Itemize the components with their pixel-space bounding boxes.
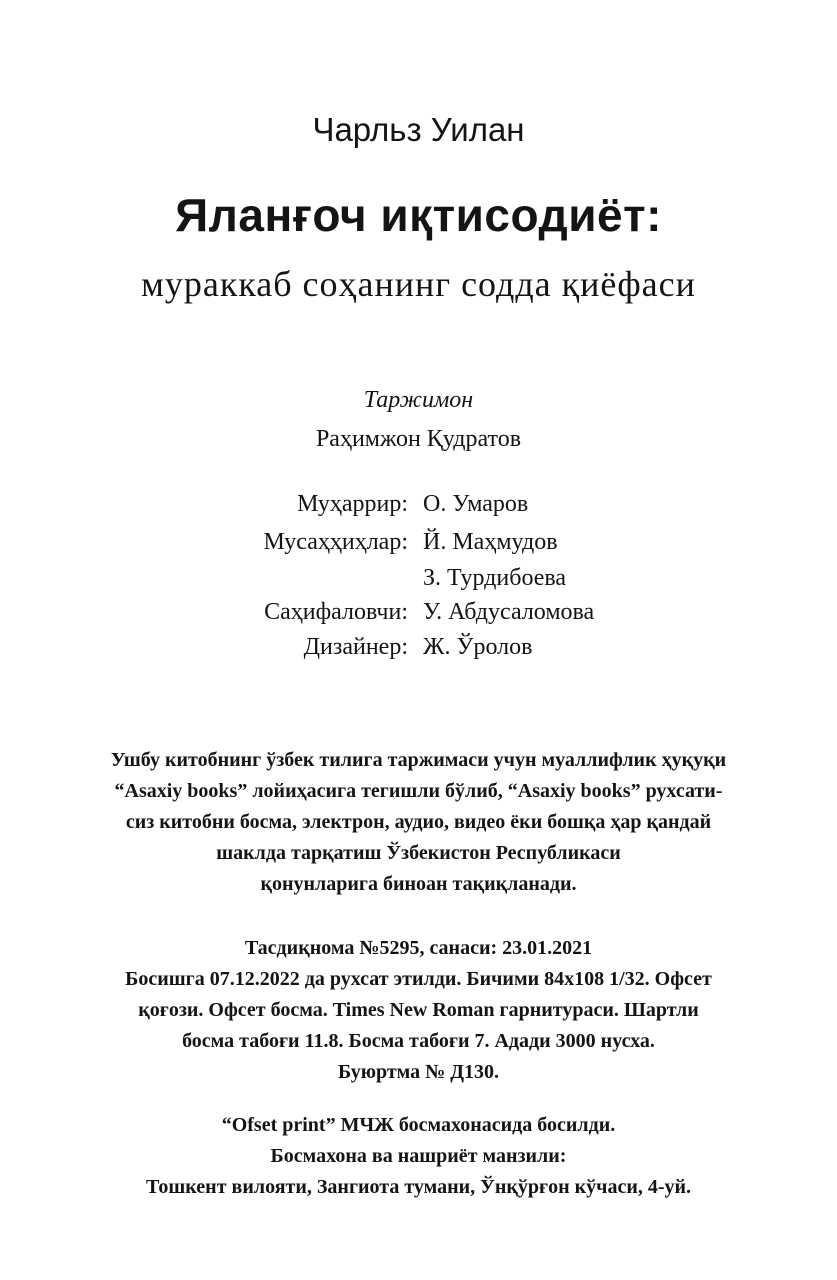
translator-name: Раҳимжон Қудратов <box>315 426 522 452</box>
print-line: қоғози. Офсет босма. Times New Roman гарнитураси. Шартли <box>138 999 699 1021</box>
print-line: Тасдиқнома №5295, санаси: 23.01.2021 <box>244 937 593 959</box>
book-title: Яланғоч иқтисодиёт: <box>175 189 662 241</box>
translator-label: Таржимон <box>363 387 474 413</box>
author-name: Чарльз Уилан <box>312 111 525 148</box>
publisher-line: Тошкент вилояти, Зангиота тумани, Ўнқўрғон кўчаси, 4-уй. <box>145 1176 692 1198</box>
print-details <box>0 933 837 1088</box>
copyright-notice <box>0 745 837 900</box>
credit-role: Муҳаррир: <box>297 491 408 517</box>
copyright-line: шаклда тарқатиш Ўзбекистон Республикаси <box>216 842 621 864</box>
credit-person: Ж. Ўролов <box>423 634 533 660</box>
credit-role: Дизайнер: <box>303 634 408 660</box>
copyright-line: қонунларига биноан тақиқланади. <box>260 873 577 895</box>
print-line: босма табоғи 11.8. Босма табоғи 7. Адади 3000 нусха. <box>182 1030 655 1052</box>
credit-person: Й. Маҳмудов <box>423 529 558 555</box>
copyright-line: Ушбу китобнинг ўзбек тилига таржимаси учун муаллифлик ҳуқуқи <box>110 749 727 771</box>
credit-person: З. Турдибоева <box>423 565 567 591</box>
publisher-line: “Ofset print” МЧЖ босмахонасида босилди. <box>221 1114 616 1136</box>
book-subtitle: мураккаб соҳанинг содда қиёфаси <box>141 264 696 304</box>
copyright-line: сиз китобни босма, электрон, аудио, видео ёки бошқа ҳар қандай <box>125 811 712 833</box>
publisher-line: Босмахона ва нашриёт манзили: <box>270 1145 567 1167</box>
print-line: Буюртма № Д130. <box>337 1061 500 1083</box>
credit-person: У. Абдусаломова <box>423 599 595 625</box>
print-line: Босишга 07.12.2022 да рухсат этилди. Бичими 84х108 1/32. Офсет <box>125 968 712 990</box>
credit-person: О. Умаров <box>423 491 529 517</box>
credit-role: Мусаҳҳиҳлар: <box>263 529 408 555</box>
publisher-info <box>0 1110 837 1203</box>
copyright-line: “Asaxiy books” лойиҳасига тегишли бўлиб, “Asaxiy books” рухсати- <box>114 780 723 802</box>
credit-role: Саҳифаловчи: <box>264 599 408 625</box>
